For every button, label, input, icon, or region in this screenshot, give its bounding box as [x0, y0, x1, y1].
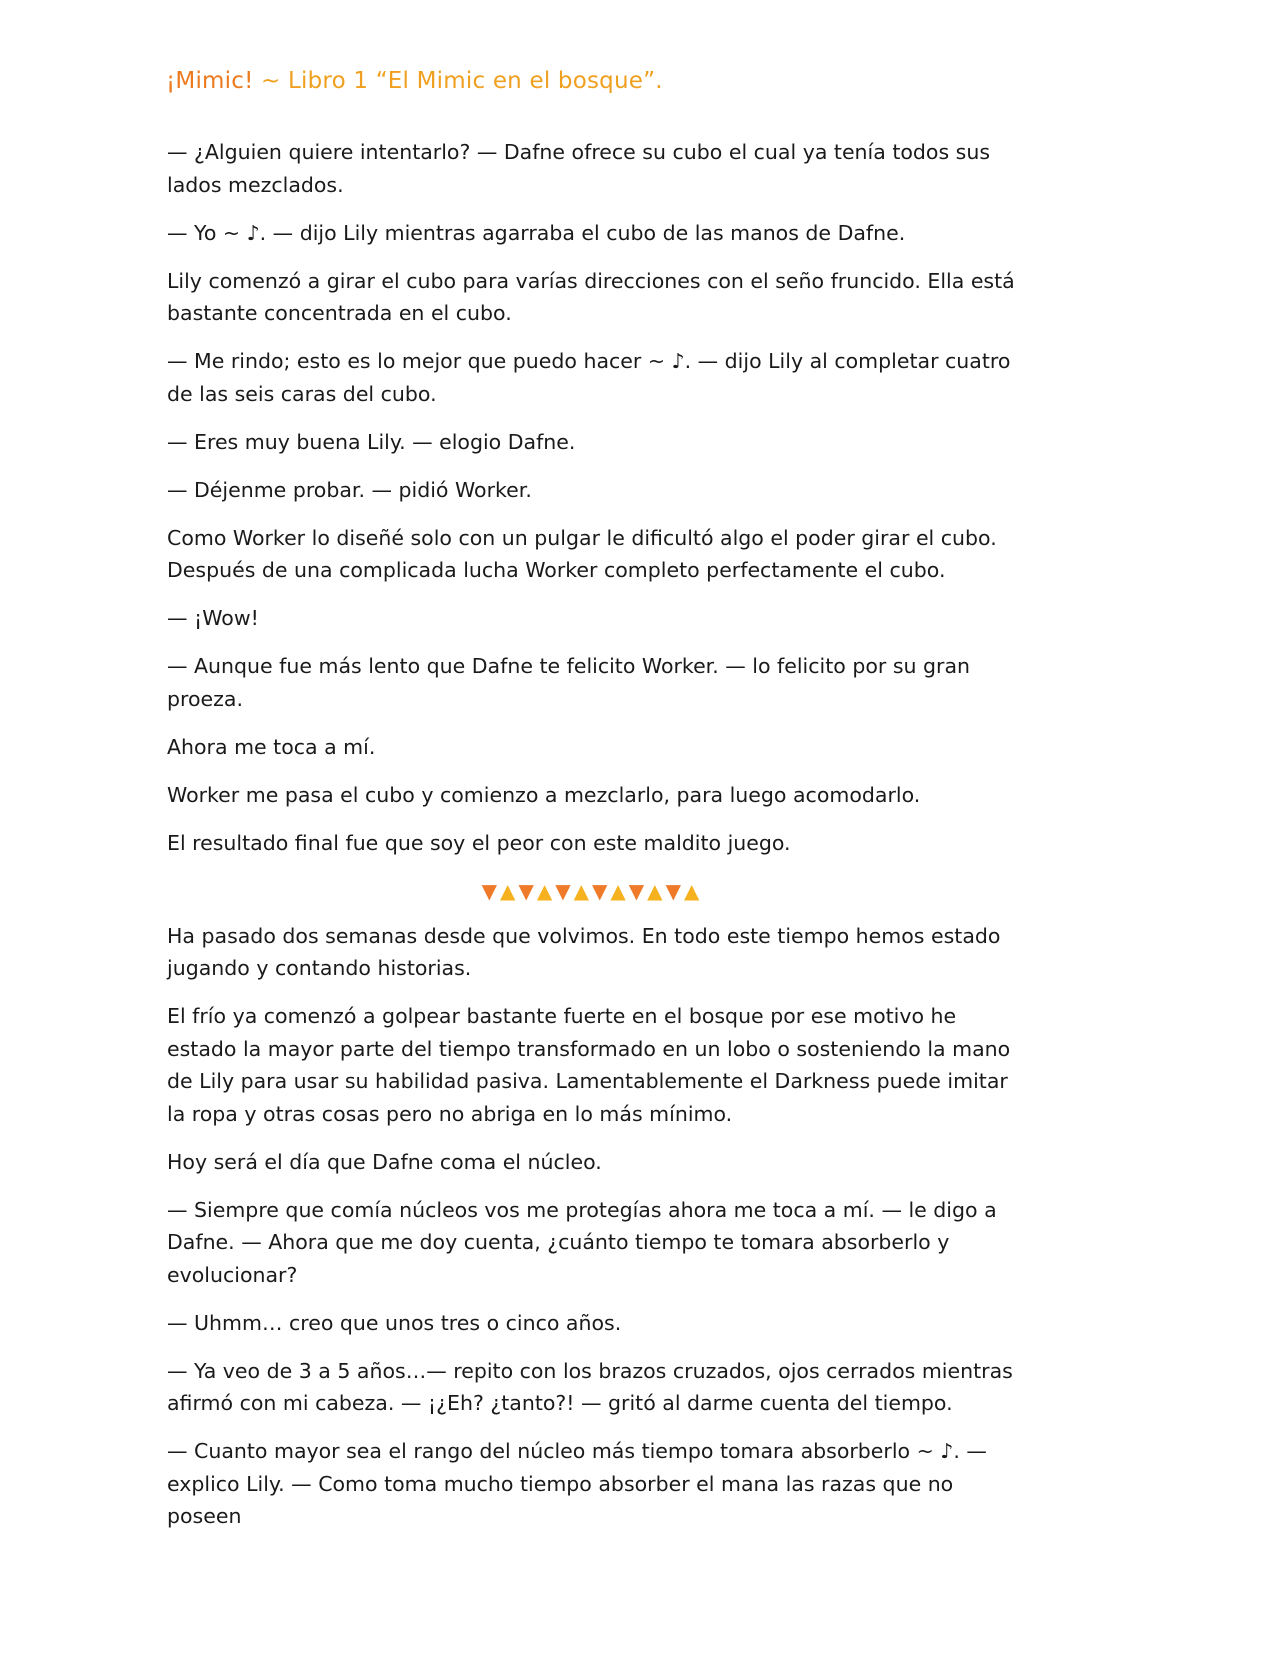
triangle-up-icon: ▲: [610, 878, 629, 903]
paragraph: — Uhmm… creo que unos tres o cinco años.: [167, 1310, 622, 1335]
paragraph: El resultado final fue que soy el peor con este maldito juego.: [167, 830, 791, 855]
paragraph: Hoy será el día que Dafne coma el núcleo.: [167, 1149, 602, 1174]
paragraph: Ha pasado dos semanas desde que volvimos. En todo este tiempo hemos estado jugando y contando historias.: [167, 923, 1001, 980]
paragraph: — Siempre que comía núcleos vos me protegías ahora me toca a mí. — le digo a Dafne. — Ahora que me doy cuenta, ¿cuánto tiempo te tomara absorberlo y evolucionar?: [167, 1197, 997, 1287]
paragraph: — Aunque fue más lento que Dafne te felicito Worker. — lo felicito por su gran proeza.: [167, 654, 971, 711]
triangle-up-icon: ▲: [500, 878, 519, 903]
paragraph: — ¿Alguien quiere intentarlo? — Dafne ofrece su cubo el cual ya tenía todos sus lados mezclados.: [167, 140, 991, 197]
triangle-down-icon: ▼: [665, 878, 684, 903]
paragraph: Como Worker lo diseñé solo con un pulgar le dificultó algo el poder girar el cubo. Después de una complicada lucha Worker completo perfectamente el cubo.: [167, 525, 997, 582]
paragraph: — Me rindo; esto es lo mejor que puedo hacer ~ ♪. — dijo Lily al completar cuatro de las seis caras del cubo.: [167, 349, 1011, 406]
triangle-down-icon: ▼: [592, 878, 611, 903]
paragraph: Worker me pasa el cubo y comienzo a mezclarlo, para luego acomodarlo.: [167, 782, 921, 807]
paragraph: El frío ya comenzó a golpear bastante fuerte en el bosque por ese motivo he estado la mayor parte del tiempo transformado en un lobo o sosteniendo la mano de Lily para usar su habilidad pasiva. Lamentablemente el Darkness puede imitar la ropa y otras cosas pero no abriga en lo más mínimo.: [167, 1004, 1011, 1126]
paragraph: Lily comenzó a girar el cubo para varías direcciones con el seño fruncido. Ella está bastante concentrada en el cubo.: [167, 268, 1015, 325]
paragraph: — Eres muy buena Lily. — elogio Dafne.: [167, 429, 576, 454]
paragraph: — Yo ~ ♪. — dijo Lily mientras agarraba el cubo de las manos de Dafne.: [167, 220, 906, 245]
triangle-up-icon: ▲: [573, 878, 592, 903]
header-brand: ¡Mimic!: [166, 68, 254, 94]
triangle-up-icon: ▲: [683, 878, 703, 903]
paragraph: — ¡Wow!: [167, 606, 259, 630]
triangle-down-icon: ▼: [518, 878, 537, 903]
triangle-up-icon: ▲: [647, 878, 666, 903]
body-text: [167, 136, 1017, 1548]
paragraph: — Déjenme probar. — pidió Worker.: [167, 477, 532, 502]
paragraph: — Cuanto mayor sea el rango del núcleo más tiempo tomara absorberlo ~ ♪. — explico Lily. — Como toma mucho tiempo absorber el mana las razas que no poseen: [167, 1439, 987, 1528]
header-subtitle: ~ Libro 1 “El Mimic en el bosque”.: [253, 68, 663, 94]
triangle-down-icon: ▼: [481, 878, 501, 903]
triangle-up-icon: ▲: [536, 878, 556, 903]
scene-separator: [167, 875, 1017, 907]
running-header: [166, 68, 663, 94]
triangle-down-icon: ▼: [555, 878, 574, 903]
triangle-down-icon: ▼: [628, 878, 648, 903]
paragraph: — Ya veo de 3 a 5 años…— repito con los brazos cruzados, ojos cerrados mientras afirmó con mi cabeza. — ¡¿Eh? ¿tanto?! — gritó al darme cuenta del tiempo.: [167, 1358, 1013, 1415]
paragraph: Ahora me toca a mí.: [167, 734, 376, 759]
